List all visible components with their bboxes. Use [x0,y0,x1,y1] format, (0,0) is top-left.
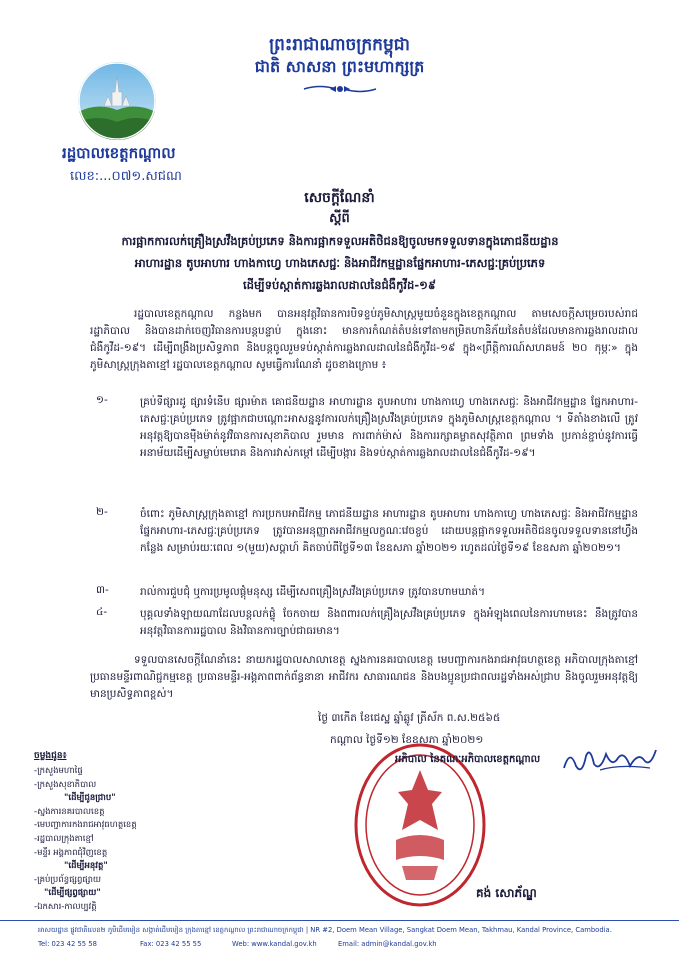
cc-item: -ក្រសួងសុខាភិបាល [34,779,97,790]
item-number: ៤- [96,606,108,618]
item-number: ១- [96,394,108,406]
cc-item: "ដើម្បីផ្សព្វផ្សាយ" [44,888,101,899]
footer-email: Email: admin@kandal.gov.kh [338,940,437,948]
doc-topic-line2: អាហារដ្ឋាន តូបអាហារ ហាងកាហ្វេ ហាងភេសជ្ជៈ និងអាជីវកម្មដ្ឋានផ្នែកអាហារ-ភេសជ្ជៈគ្រប់ប្រភេទ [134,256,546,270]
footer-web: Web: www.kandal.gov.kh [232,940,317,948]
signatory-role: អភិបាល នៃគណៈអភិបាលខេត្តកណ្ដាល [395,754,541,765]
closing-paragraph: ទទួលបានសេចក្ដីណែនាំនេះ នាយករដ្ឋបាលសាលាខេត្ត ស្នងការនគរបាលខេត្ត មេបញ្ជាការកងរាជអាវុធហត្ថខេត្ត អភិបាលក្រុងតាខ្មៅ ប្រធានមន្ទីរពាណិជ្ជកម្មខេត្ត ប្រធានមន្ទីរ-អង្គភាពពាក់ព័ន្ធនានា អាជីវករ សាធារណជន និងបងប្អូនប្រជាពលរដ្ឋទាំងអស់ជ្រាប និងចូលរួមអនុវត្តឱ្យមានប្រសិទ្ធភាពខ្ពស់។ [90,654,638,700]
handwritten-signature [560,742,660,778]
item-number: ២- [96,506,108,518]
signatory-name: គង់ សោភ័ណ្ឌ [476,886,537,900]
doc-topic-line3: ដើម្បីទប់ស្កាត់ការឆ្លងរាលដាលនៃជំងឺកូវីដ-១៩ [243,278,436,292]
item-text: បុគ្គលទាំងឡាយណាដែលបន្តលក់ផ្ទុំ ចែកចាយ និងពពារលក់គ្រឿងស្រវឹងគ្រប់ប្រភេទ ក្នុងអំឡុងពេលនៃការហាមនេះ នឹងត្រូវបានអនុវត្តវិធានការរដ្ឋបាល និងវិធានការច្បាប់ជាធរមាន។ [140,608,638,637]
cc-item: -មេបញ្ជាការកងរាជអាវុធហត្ថខេត្ត [34,820,137,831]
item-text: គ្រប់ទីផ្សារដូ ផ្សារទំនើប ផ្សារម៉ាត គោជនីយដ្ឋាន អាហារដ្ឋាន តូបអាហារ ហាងកាហ្វេ ហាងភេសជ្ជៈ និងអាជីវកម្មដ្ឋាន ផ្នែកអាហារ-ភេសជ្ជៈគ្រប់ប្រភេទ ត្រូវផ្អាកជាបណ្ដោះអាសន្ននូវការលក់គ្រឿងស្រវឹងគ្រប់ប្រភេទ ក្នុងភូមិសាស្ត្រខេត្តកណ្ដាល ។ ទីតាំងខាងលើ ត្រូវអនុវត្តឱ្យបានម៉ឺងម៉ាត់នូវវិធានការសុខាភិបាល រួមមាន ការពាក់ម៉ាស់ និងការរក្សាគម្លាតសុវត្ថិភាព ព្រមទាំង ប្រកាន់ខ្ជាប់នូវការធ្វើអនាម័យដើម្បីសម្លាប់មេរោគ និងការវាស់កម្ដៅ ដើម្បីបង្ការ និងទប់ស្កាត់ការឆ្លងរាលដាលនៃជំងឺកូវីដ-១៩។ [140,396,638,459]
kingdom-title: ព្រះរាជាណាចក្រកម្ពុជា [269,35,410,55]
cc-list [34,765,137,915]
cc-item: -ក្រសួងមហាផ្ទៃ [34,766,83,776]
item-text: ចំពោះ ភូមិសាស្ត្រក្រុងតាខ្មៅ ការប្រកបអាជីវកម្ម ភោជនីយដ្ឋាន អាហារដ្ឋាន តូបអាហារ ហាងកាហ្វេ ហាងភេសជ្ជៈ និងអាជីវកម្មដ្ឋានផ្នែកអាហារ-ភេសជ្ជៈគ្រប់ប្រភេទ ត្រូវបានអនុញ្ញាតអាជីវកម្មលក្ខណៈវេចខ្ចប់ ដោយបន្តផ្អាកទទួលអតិថិជនចូលទទួលទាននៅហ្វឹងកន្លែង សម្រាប់រយៈពេល ១(មួយ)សប្ដាហ៍ គិតចាប់ពីថ្ងៃទី១៣ ខែឧសភា ឆ្នាំ២០២១ រហូតដល់ថ្ងៃទី១៩ ខែឧសភា ឆ្នាំ២០២១។ [140,508,638,554]
cc-item: -ឯកសារ-កាលប្បវត្តិ [34,901,97,912]
provincial-logo [78,62,156,140]
ornament-divider [300,82,380,96]
doc-subtitle: ស្ដីពី [329,211,350,226]
issuer-name: រដ្ឋបាលខេត្តកណ្ដាល [62,144,176,162]
footer-address: អាសយដ្ឋាន ផ្លូវជាតិលេខ២ ភូមិដើមមៀន សង្កាត់ដើមមៀន ក្រុងតាខ្មៅ ខេត្តកណ្ដាល ព្រះរាជាណាចក្រកម្ពុជា | NR #2, Doem Mean Village, Sangkat Doem Mean, Takhmau, Kandal Province, Cambodia. [38,926,612,934]
cc-item: -មន្ទីរ អង្គភាពជុំវិញខេត្ត [34,847,108,858]
document-number: លេខ:...០៧១.សជណ [70,169,182,184]
doc-topic-line1: ការផ្អាកការលក់គ្រឿងស្រវឹងគ្រប់ប្រភេទ និងការផ្អាកទទួលអតិថិជនឱ្យចូលមកទទួលទានក្នុងភោជនីយដ្ឋាន [121,234,559,248]
cc-item: "ដើម្បីជូនជ្រាប" [64,793,116,804]
cc-item: -គ្រប់ប្រព័ន្ធផ្សព្វផ្សាយ [34,874,102,885]
cc-item: -រដ្ឋបាលក្រុងតាខ្មៅ [34,833,94,844]
intro-paragraph: រដ្ឋបាលខេត្តកណ្ដាល កន្លងមក បានអនុវត្តវិធានការបិទខ្ទប់ភូមិសាស្ត្រមួយចំនួនក្នុងខេត្តកណ្ដាល តាមសេចក្ដីសម្រេចរបស់រាជរដ្ឋាភិបាល និងបានដាក់ចេញវិធានការបន្តបន្ទាប់ ក្នុងនោះ មានការកំណត់តំបន់ទៅតាមកម្រិតហានិភ័យនៃតំបន់ដែលមានការឆ្លងរាលដាលជំងឺកូវីដ-១៩។ ដើម្បីពង្រឹងប្រសិទ្ធភាព និងបន្តចូលរួមទប់ស្កាត់ការឆ្លងរាលដាលនៃជំងឺកូវីដ-១៩ ក្នុង«ព្រឹត្តិការណ៍សហគមន៍ ២០ កុម្ភៈ» ក្នុងភូមិសាស្ត្រក្រុងតាខ្មៅ រដ្ឋបាលខេត្តកណ្ដាល សូមធ្វើការណែនាំ ដូចខាងក្រោម ៖ [90,308,638,371]
lunar-date: ថ្ងៃ ៣កើត ខែជេស្ឋ ឆ្នាំឆ្លូវ ត្រីស័ក ព.ស.២៥៦៥ [318,712,501,724]
cc-item: -ស្នងការនគរបាលខេត្ត [34,806,105,817]
solar-date: កណ្ដាល ថ្ងៃទី១២ ខែឧសភា ឆ្នាំ២០២១ [330,734,484,746]
cc-heading: ចម្លងជូន៖ [34,751,67,761]
footer-fax: Fax: 023 42 55 55 [140,940,202,948]
cc-item: "ដើម្បីអនុវត្ត" [64,861,108,872]
doc-title: សេចក្ដីណែនាំ [304,190,375,206]
item-number: ៣- [96,584,109,596]
footer-tel: Tel: 023 42 55 58 [38,940,97,948]
national-motto: ជាតិ សាសនា ព្រះមហាក្សត្រ [254,57,425,76]
item-text: រាល់ការជួបជុំ ឬការប្រមូលផ្ដុំមនុស្ស ដើម្បីសេពគ្រឿងស្រវឹងគ្រប់ប្រភេទ ត្រូវបានហាមឃាត់។ [140,586,486,598]
